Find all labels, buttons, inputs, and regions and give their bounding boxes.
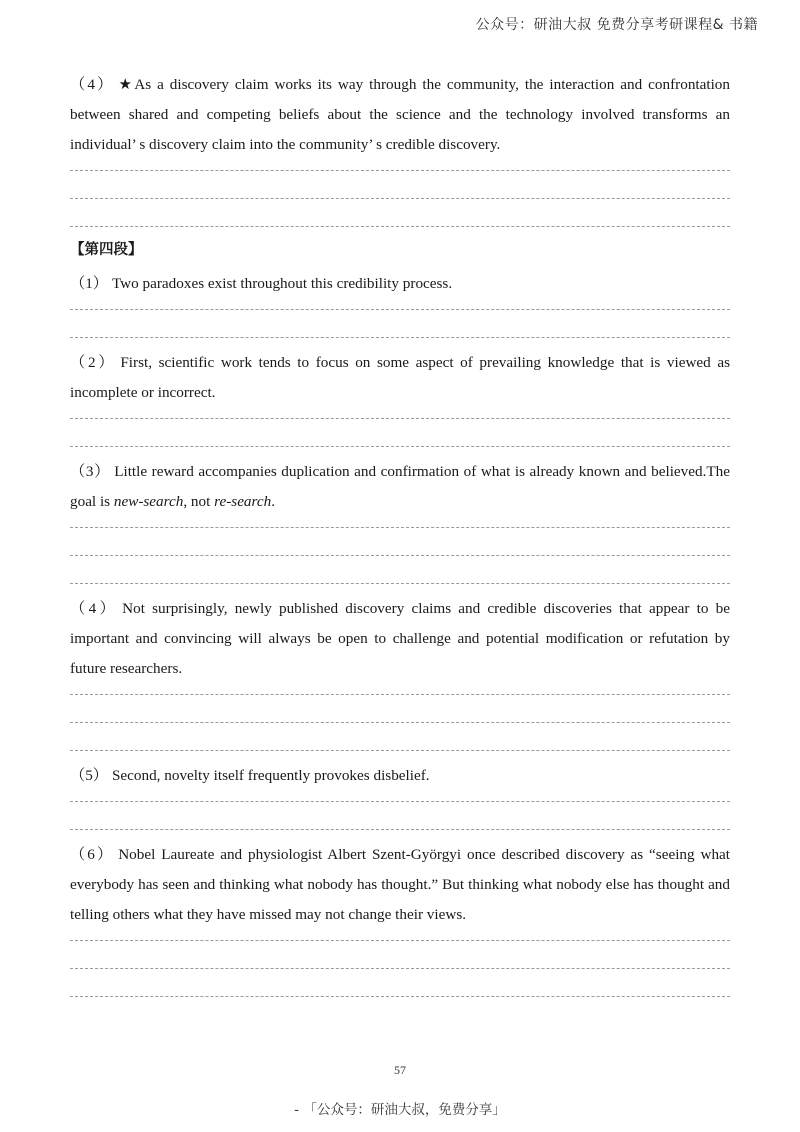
- answer-line[interactable]: [70, 829, 730, 830]
- sentence-number: （1）: [70, 275, 108, 292]
- sentence-text: Little reward accompanies duplication and confirmation of what is already known and believed.The goal is: [70, 463, 730, 510]
- sentence-number: （4）: [70, 600, 119, 617]
- sentence-number: （4）: [70, 76, 115, 93]
- answer-lines: [70, 694, 730, 751]
- answer-lines: [70, 170, 730, 227]
- answer-line[interactable]: [70, 198, 730, 199]
- answer-line[interactable]: [70, 527, 730, 528]
- answer-line[interactable]: [70, 694, 730, 695]
- answer-line[interactable]: [70, 418, 730, 419]
- answer-line[interactable]: [70, 801, 730, 802]
- answer-lines: [70, 527, 730, 584]
- sentence-text: Two paradoxes exist throughout this credibility process.: [111, 275, 453, 292]
- answer-line[interactable]: [70, 722, 730, 723]
- sentence-6: [70, 840, 730, 930]
- sentence-number: （2）: [70, 354, 117, 371]
- star-icon: ★: [118, 76, 135, 93]
- answer-lines: [70, 940, 730, 997]
- answer-line[interactable]: [70, 940, 730, 941]
- sentence-3: [70, 457, 730, 517]
- answer-line[interactable]: [70, 968, 730, 969]
- sentence-2: [70, 348, 730, 408]
- sentence-number: （6）: [70, 846, 115, 863]
- italic-term: new-search: [113, 493, 184, 510]
- italic-term: re-search: [214, 493, 272, 510]
- footer-watermark: - 「公众号：研油大叔，免费分享」: [294, 1102, 506, 1118]
- answer-lines: [70, 418, 730, 447]
- header-watermark: 公众号：研油大叔 免费分享考研课程& 书籍: [475, 17, 758, 33]
- sentence-text: Second, novelty itself frequently provokes disbelief.: [111, 767, 430, 784]
- section-heading: 【第四段】: [70, 242, 143, 258]
- answer-lines: [70, 309, 730, 338]
- answer-line[interactable]: [70, 555, 730, 556]
- sentence-text: First, scientific work tends to focus on some aspect of prevailing knowledge that is viewed as incomplete or incorrect.: [70, 354, 731, 401]
- answer-line[interactable]: [70, 170, 730, 171]
- answer-line[interactable]: [70, 750, 730, 751]
- sentence-text: Nobel Laureate and physiologist Albert Szent-Györgyi once described discovery as “seeing what everybody has seen and thinking what nobody has thought.” But thinking what nobody else has thought and telling others what they have missed may not change their views.: [70, 846, 730, 923]
- worksheet-content: [70, 70, 730, 1007]
- sentence-text: .: [271, 493, 276, 510]
- sentence-text: Not surprisingly, newly published discovery claims and credible discoveries that appear to be important and convincing will always be open to challenge and potential modification or refutation by future researchers.: [70, 600, 730, 677]
- answer-line[interactable]: [70, 226, 730, 227]
- sentence-4-star: [70, 70, 730, 160]
- answer-line[interactable]: [70, 583, 730, 584]
- sentence-5: [70, 761, 730, 791]
- answer-line[interactable]: [70, 446, 730, 447]
- answer-line[interactable]: [70, 337, 730, 338]
- answer-line[interactable]: [70, 309, 730, 310]
- answer-lines: [70, 801, 730, 830]
- sentence-text: As a discovery claim works its way through the community, the interaction and confrontation between shared and competing beliefs about the science and the technology involved transforms an individual’ s discovery claim into the community’ s credible discovery.: [70, 76, 730, 153]
- sentence-number: （3）: [70, 463, 111, 480]
- page-number: 57: [394, 1063, 406, 1077]
- sentence-number: （5）: [70, 767, 108, 784]
- sentence-4: [70, 594, 730, 684]
- sentence-1: [70, 269, 730, 299]
- sentence-text: , not: [183, 493, 215, 510]
- answer-line[interactable]: [70, 996, 730, 997]
